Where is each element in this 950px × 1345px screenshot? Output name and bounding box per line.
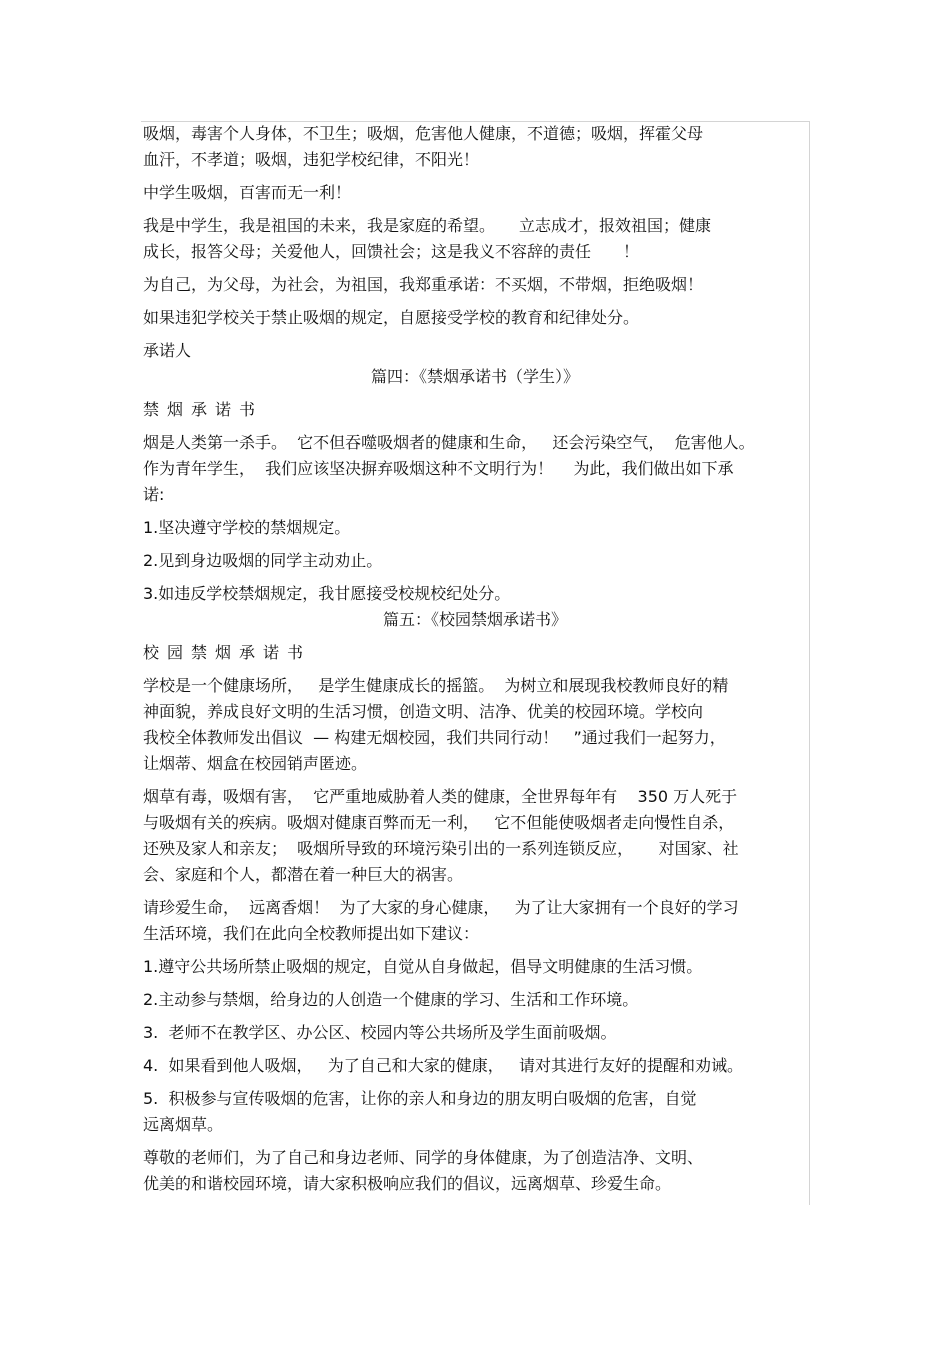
paragraph-line: 学校是一个健康场所， 是学生健康成长的摇篮。 为树立和展现我校教师良好的精 bbox=[143, 676, 729, 695]
paragraph-line: 成长，报答父母；关爱他人，回馈社会；这是我义不容辞的责任 ！ bbox=[143, 242, 640, 261]
list-item: 1.遵守公共场所禁止吸烟的规定，自觉从自身做起，倡导文明健康的生活习惯。 bbox=[143, 957, 703, 976]
paragraph-line: 作为青年学生， 我们应该坚决摒弃吸烟这种不文明行为！ 为此，我们做出如下承 bbox=[143, 459, 734, 478]
list-item: 3. 老师不在教学区、办公区、校园内等公共场所及学生面前吸烟。 bbox=[143, 1023, 617, 1042]
paragraph-line: 诺: bbox=[143, 485, 165, 504]
document-title: 禁烟承诺书 bbox=[143, 400, 264, 419]
paragraph-line: 烟草有毒，吸烟有害， 它严重地威胁着人类的健康，全世界每年有 350 万人死于 bbox=[143, 787, 738, 806]
paragraph-line: 让烟蒂、烟盒在校园销声匿迹。 bbox=[143, 754, 368, 773]
document-title: 校园禁烟承诺书 bbox=[143, 643, 312, 662]
paragraph-line: 会、家庭和个人，都潜在着一种巨大的祸害。 bbox=[143, 865, 464, 884]
paragraph-line: 生活环境，我们在此向全校教师提出如下建议： bbox=[143, 924, 480, 943]
paragraph-line: 吸烟，毒害个人身体，不卫生；吸烟，危害他人健康，不道德；吸烟，挥霍父母 bbox=[143, 124, 704, 143]
section-heading: 篇五：《校园禁烟承诺书》 bbox=[382, 610, 567, 629]
document-body bbox=[143, 121, 807, 1197]
paragraph-line: 中学生吸烟，百害而无一利！ bbox=[143, 183, 352, 202]
paragraph-line: 血汗，不孝道；吸烟，违犯学校纪律，不阳光！ bbox=[143, 150, 480, 169]
section-heading: 篇四：《禁烟承诺书（学生）》 bbox=[370, 367, 579, 386]
paragraph-line: 为自己，为父母，为社会，为祖国，我郑重承诺：不买烟，不带烟，拒绝吸烟！ bbox=[143, 275, 704, 294]
list-item: 远离烟草。 bbox=[143, 1115, 224, 1134]
paragraph-line: 与吸烟有关的疾病。吸烟对健康百弊而无一利， 它不但能使吸烟者走向慢性自杀， bbox=[143, 813, 735, 832]
list-item: 4. 如果看到他人吸烟， 为了自己和大家的健康， 请对其进行友好的提醒和劝诫。 bbox=[143, 1056, 743, 1075]
list-item: 5. 积极参与宣传吸烟的危害，让你的亲人和身边的朋友明白吸烟的危害，自觉 bbox=[143, 1089, 697, 1108]
list-item: 1.坚决遵守学校的禁烟规定。 bbox=[143, 518, 351, 537]
paragraph-line: 如果违犯学校关于禁止吸烟的规定，自愿接受学校的教育和纪律处分。 bbox=[143, 308, 640, 327]
paragraph-line: 我是中学生，我是祖国的未来，我是家庭的希望。 立志成才，报效祖国；健康 bbox=[143, 216, 712, 235]
paragraph-line: 烟是人类第一杀手。 它不但吞噬吸烟者的健康和生命， 还会污染空气， 危害他人。 bbox=[143, 433, 755, 452]
list-item: 2.主动参与禁烟，给身边的人创造一个健康的学习、生活和工作环境。 bbox=[143, 990, 639, 1009]
list-item: 2.见到身边吸烟的同学主动劝止。 bbox=[143, 551, 383, 570]
list-item: 3.如违反学校禁烟规定，我甘愿接受校规校纪处分。 bbox=[143, 584, 511, 603]
paragraph-line: 优美的和谐校园环境，请大家积极响应我们的倡议，远离烟草、珍爱生命。 bbox=[143, 1174, 672, 1193]
paragraph-line: 尊敬的老师们，为了自己和身边老师、同学的身体健康，为了创造洁净、文明、 bbox=[143, 1148, 704, 1167]
paragraph-line: 神面貌，养成良好文明的生活习惯，创造文明、洁净、优美的校园环境。学校向 bbox=[143, 702, 704, 721]
signature-label: 承诺人 bbox=[143, 341, 192, 360]
paragraph-line: 请珍爱生命， 远离香烟！ 为了大家的身心健康， 为了让大家拥有一个良好的学习 bbox=[143, 898, 739, 917]
paragraph-line: 我校全体教师发出倡议 — 构建无烟校园，我们共同行动！ ”通过我们一起努力， bbox=[143, 728, 726, 747]
paragraph-line: 还殃及家人和亲友； 吸烟所导致的环境污染引出的一系列连锁反应， 对国家、社 bbox=[143, 839, 739, 858]
